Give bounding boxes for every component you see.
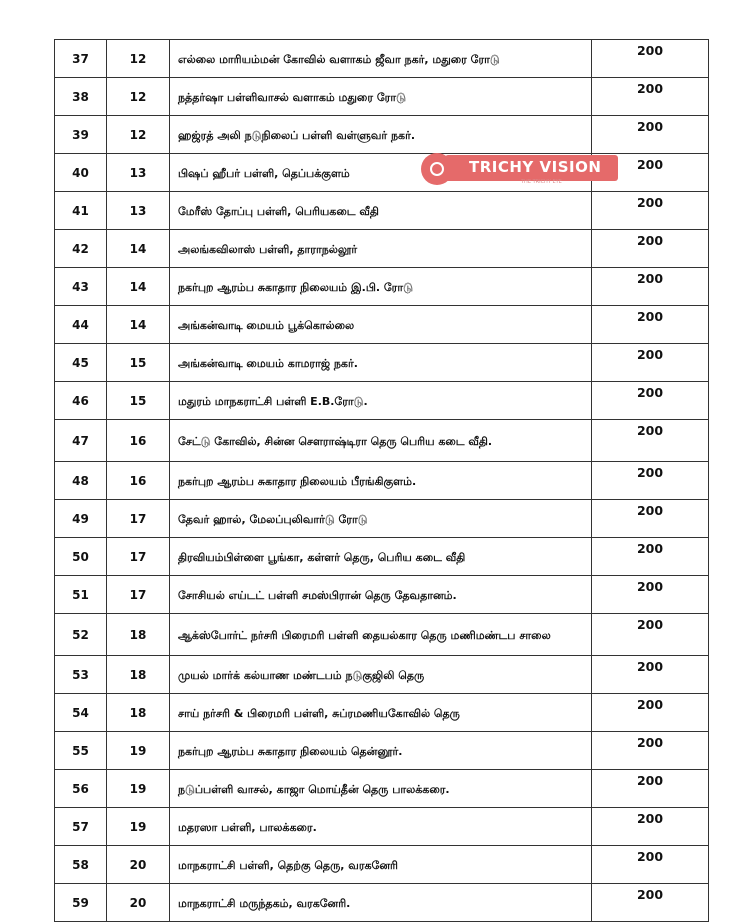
count-cell: 200 bbox=[592, 884, 709, 922]
location-cell: நத்தர்ஷா பள்ளிவாசல் வளாகம் மதுரை ரோடு bbox=[170, 78, 592, 116]
ward-number-cell: 12 bbox=[107, 116, 170, 154]
count-cell: 200 bbox=[592, 116, 709, 154]
location-cell: சோசியல் எய்டட் பள்ளி சமஸ்பிரான் தெரு தேவதானம். bbox=[170, 576, 592, 614]
serial-number-cell: 46 bbox=[55, 382, 107, 420]
serial-number-cell: 42 bbox=[55, 230, 107, 268]
serial-number-cell: 55 bbox=[55, 732, 107, 770]
count-cell: 200 bbox=[592, 576, 709, 614]
serial-number-cell: 48 bbox=[55, 462, 107, 500]
count-cell: 200 bbox=[592, 808, 709, 846]
table-row bbox=[55, 230, 709, 268]
location-cell: தேவர் ஹால், மேலப்புலிவார்டு ரோடு bbox=[170, 500, 592, 538]
serial-number-cell: 56 bbox=[55, 770, 107, 808]
location-cell: மதுரம் மாநகராட்சி பள்ளி E.B.ரோடு. bbox=[170, 382, 592, 420]
ward-number-cell: 20 bbox=[107, 884, 170, 922]
serial-number-cell: 47 bbox=[55, 420, 107, 462]
serial-number-cell: 59 bbox=[55, 884, 107, 922]
table-row bbox=[55, 846, 709, 884]
location-cell: மேரீஸ் தோப்பு பள்ளி, பெரியகடை வீதி bbox=[170, 192, 592, 230]
table-row bbox=[55, 538, 709, 576]
serial-number-cell: 38 bbox=[55, 78, 107, 116]
ward-number-cell: 17 bbox=[107, 538, 170, 576]
serial-number-cell: 40 bbox=[55, 154, 107, 192]
table-row bbox=[55, 116, 709, 154]
count-cell: 200 bbox=[592, 154, 709, 192]
table-row bbox=[55, 268, 709, 306]
ward-number-cell: 18 bbox=[107, 656, 170, 694]
ward-number-cell: 18 bbox=[107, 614, 170, 656]
serial-number-cell: 58 bbox=[55, 846, 107, 884]
table-row bbox=[55, 732, 709, 770]
location-cell: அலங்கவிலாஸ் பள்ளி, தாராநல்லூர் bbox=[170, 230, 592, 268]
ward-number-cell: 19 bbox=[107, 808, 170, 846]
table-row bbox=[55, 884, 709, 922]
table-row bbox=[55, 382, 709, 420]
serial-number-cell: 44 bbox=[55, 306, 107, 344]
count-cell: 200 bbox=[592, 40, 709, 78]
count-cell: 200 bbox=[592, 344, 709, 382]
table-row bbox=[55, 306, 709, 344]
ward-number-cell: 19 bbox=[107, 732, 170, 770]
table-row bbox=[55, 344, 709, 382]
table-row bbox=[55, 462, 709, 500]
ward-number-cell: 14 bbox=[107, 306, 170, 344]
count-cell: 200 bbox=[592, 192, 709, 230]
camera-lens-icon bbox=[421, 153, 453, 185]
watermark-text: TRICHY VISION bbox=[469, 158, 602, 176]
count-cell: 200 bbox=[592, 306, 709, 344]
ward-number-cell: 15 bbox=[107, 382, 170, 420]
ward-number-cell: 12 bbox=[107, 40, 170, 78]
serial-number-cell: 43 bbox=[55, 268, 107, 306]
serial-number-cell: 54 bbox=[55, 694, 107, 732]
ward-number-cell: 20 bbox=[107, 846, 170, 884]
serial-number-cell: 45 bbox=[55, 344, 107, 382]
location-cell: பிஷப் ஹீபர் பள்ளி, தெப்பக்குளம் bbox=[170, 154, 592, 192]
location-cell: திரவியம்பிள்ளை பூங்கா, கள்ளர் தெரு, பெரிய கடை வீதி bbox=[170, 538, 592, 576]
serial-number-cell: 41 bbox=[55, 192, 107, 230]
ward-number-cell: 17 bbox=[107, 500, 170, 538]
ward-number-cell: 18 bbox=[107, 694, 170, 732]
table-row bbox=[55, 614, 709, 656]
count-cell: 200 bbox=[592, 500, 709, 538]
location-cell: நகர்புற ஆரம்ப சுகாதார நிலையம் இ.பி. ரோடு bbox=[170, 268, 592, 306]
ward-number-cell: 13 bbox=[107, 154, 170, 192]
count-cell: 200 bbox=[592, 230, 709, 268]
table-row bbox=[55, 500, 709, 538]
count-cell: 200 bbox=[592, 770, 709, 808]
count-cell: 200 bbox=[592, 420, 709, 462]
serial-number-cell: 50 bbox=[55, 538, 107, 576]
serial-number-cell: 51 bbox=[55, 576, 107, 614]
ward-number-cell: 19 bbox=[107, 770, 170, 808]
location-cell: சேட்டு கோவில், சின்ன சௌராஷ்டிரா தெரு பெரிய கடை வீதி. bbox=[170, 420, 592, 462]
table-row bbox=[55, 656, 709, 694]
serial-number-cell: 57 bbox=[55, 808, 107, 846]
serial-number-cell: 39 bbox=[55, 116, 107, 154]
location-cell: மதரஸா பள்ளி, பாலக்கரை. bbox=[170, 808, 592, 846]
count-cell: 200 bbox=[592, 382, 709, 420]
location-cell: முயல் மார்க் கல்யாண மண்டபம் நடுகுஜிலி தெரு bbox=[170, 656, 592, 694]
count-cell: 200 bbox=[592, 462, 709, 500]
count-cell: 200 bbox=[592, 614, 709, 656]
count-cell: 200 bbox=[592, 656, 709, 694]
location-cell: ஆக்ஸ்போர்ட் நர்சரி பிரைமரி பள்ளி தையல்கார தெரு மணிமண்டப சாலை bbox=[170, 614, 592, 656]
location-cell: அங்கன்வாடி மையம் பூக்கொல்லை bbox=[170, 306, 592, 344]
location-cell: எல்லை மாரியம்மன் கோவில் வளாகம் ஜீவா நகர், மதுரை ரோடு bbox=[170, 40, 592, 78]
serial-number-cell: 49 bbox=[55, 500, 107, 538]
location-cell: அங்கன்வாடி மையம் காமராஜ் நகர். bbox=[170, 344, 592, 382]
table-row bbox=[55, 420, 709, 462]
ward-number-cell: 14 bbox=[107, 268, 170, 306]
table-row bbox=[55, 192, 709, 230]
table-row bbox=[55, 576, 709, 614]
ward-number-cell: 13 bbox=[107, 192, 170, 230]
location-cell: நகர்புற ஆரம்ப சுகாதார நிலையம் பீரங்கிகுளம். bbox=[170, 462, 592, 500]
count-cell: 200 bbox=[592, 846, 709, 884]
serial-number-cell: 37 bbox=[55, 40, 107, 78]
ward-number-cell: 12 bbox=[107, 78, 170, 116]
location-cell: சாய் நர்சரி & பிரைமரி பள்ளி, சுப்ரமணியகோவில் தெரு bbox=[170, 694, 592, 732]
table-row bbox=[55, 40, 709, 78]
ward-number-cell: 17 bbox=[107, 576, 170, 614]
count-cell: 200 bbox=[592, 78, 709, 116]
serial-number-cell: 52 bbox=[55, 614, 107, 656]
count-cell: 200 bbox=[592, 268, 709, 306]
ward-number-cell: 15 bbox=[107, 344, 170, 382]
serial-number-cell: 53 bbox=[55, 656, 107, 694]
location-cell: நகர்புற ஆரம்ப சுகாதார நிலையம் தென்னூர். bbox=[170, 732, 592, 770]
watermark-tagline: THE TRICHY EYE bbox=[521, 179, 562, 185]
count-cell: 200 bbox=[592, 732, 709, 770]
table-row bbox=[55, 694, 709, 732]
table-row bbox=[55, 78, 709, 116]
count-cell: 200 bbox=[592, 694, 709, 732]
table-row bbox=[55, 770, 709, 808]
location-cell: நடுப்பள்ளி வாசல், காஜா மொய்தீன் தெரு பாலக்கரை. bbox=[170, 770, 592, 808]
trichy-vision-watermark bbox=[421, 153, 618, 185]
ward-number-cell: 16 bbox=[107, 462, 170, 500]
location-cell: ஹஜ்ரத் அலி நடுநிலைப் பள்ளி வள்ளுவர் நகர். bbox=[170, 116, 592, 154]
ward-number-cell: 16 bbox=[107, 420, 170, 462]
location-cell: மாநகராட்சி மருந்தகம், வரகனேரி. bbox=[170, 884, 592, 922]
count-cell: 200 bbox=[592, 538, 709, 576]
location-cell: மாநகராட்சி பள்ளி, தெற்கு தெரு, வரகனேரி bbox=[170, 846, 592, 884]
table-row bbox=[55, 808, 709, 846]
ward-number-cell: 14 bbox=[107, 230, 170, 268]
